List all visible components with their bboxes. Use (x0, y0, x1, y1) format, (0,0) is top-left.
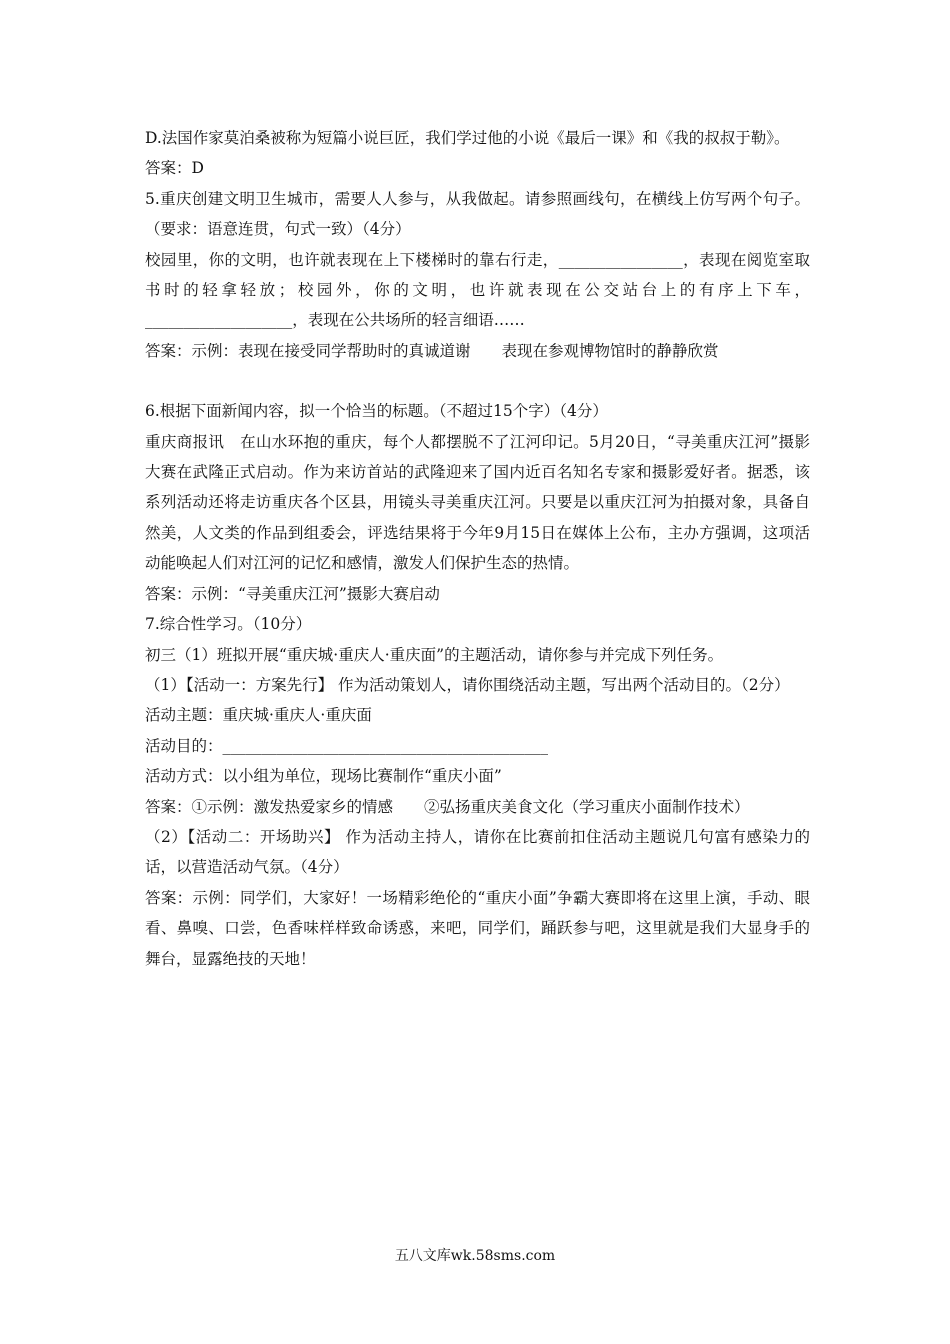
question-5-passage: 校园里，你的文明，也许就表现在上下楼梯时的靠右行走，________________，表现在阅览室取书时的轻拿轻放；校园外，你的文明，也许就表现在公交站台上的有序上下车，___________________，表现在公共场所的轻言细语…… (145, 250, 810, 330)
question-7-intro: 初三（1）班拟开展“重庆城·重庆人·重庆面”的主题活动，请你参与并完成下列任务。 (145, 645, 724, 664)
question-6: 6.根据下面新闻内容，拟一个恰当的标题。（不超过15个字）（4分） (145, 402, 608, 421)
answer-task-1: 答案：①示例：激发热爱家乡的情感 ②弘扬重庆美食文化（学习重庆小面制作技术） (145, 797, 750, 816)
answer-task-2: 答案：示例：同学们，大家好！一场精彩绝伦的“重庆小面”争霸大赛即将在这里上演，手动、眼看、鼻嗅、口尝，色香味样样致命诱惑，来吧，同学们，踊跃参与吧，这里就是我们大显身手的舞台，显露绝技的天地！ (145, 888, 810, 968)
task-2: （2）【活动二：开场助兴】 作为活动主持人，请你在比赛前扣住活动主题说几句富有感染力的话，以营造活动气氛。（4分） (145, 827, 810, 877)
page-footer: 五八文库wk.58sms.com (394, 1248, 556, 1264)
question-5: 5.重庆创建文明卫生城市，需要人人参与，从我做起。请参照画线句，在横线上仿写两个句子。（要求：语意连贯，句式一致）（4分） (145, 189, 810, 239)
activity-method: 活动方式：以小组为单位，现场比赛制作“重庆小面” (145, 767, 502, 786)
question-7: 7.综合性学习。（10分） (145, 615, 312, 634)
task-1: （1）【活动一：方案先行】 作为活动策划人，请你围绕活动主题，写出两个活动目的。（2分） (145, 675, 790, 694)
document-body (145, 123, 810, 974)
paragraph-gap (145, 366, 810, 396)
answer-q6: 答案：示例：“寻美重庆江河”摄影大赛启动 (145, 584, 440, 603)
activity-purpose: 活动目的：__________________________________________ (145, 736, 549, 755)
answer-q4: 答案：D (145, 159, 204, 178)
answer-q5: 答案：示例：表现在接受同学帮助时的真诚道谢 表现在参观博物馆时的静静欣赏 (145, 341, 719, 360)
option-d-text: D.法国作家莫泊桑被称为短篇小说巨匠，我们学过他的小说《最后一课》和《我的叔叔于勒》。 (145, 129, 790, 147)
activity-theme: 活动主题：重庆城·重庆人·重庆面 (145, 706, 372, 725)
news-passage: 重庆商报讯 在山水环抱的重庆，每个人都摆脱不了江河印记。5月20日，“寻美重庆江河”摄影大赛在武隆正式启动。作为来访首站的武隆迎来了国内近百名知名专家和摄影爱好者。据悉，该系列活动还将走访重庆各个区县，用镜头寻美重庆江河。只要是以重庆江河为拍摄对象，具备自然美，人文类的作品到组委会，评选结果将于今年9月15日在媒体上公布，主办方强调，这项活动能唤起人们对江河的记忆和感情，激发人们保护生态的热情。 (145, 432, 810, 573)
